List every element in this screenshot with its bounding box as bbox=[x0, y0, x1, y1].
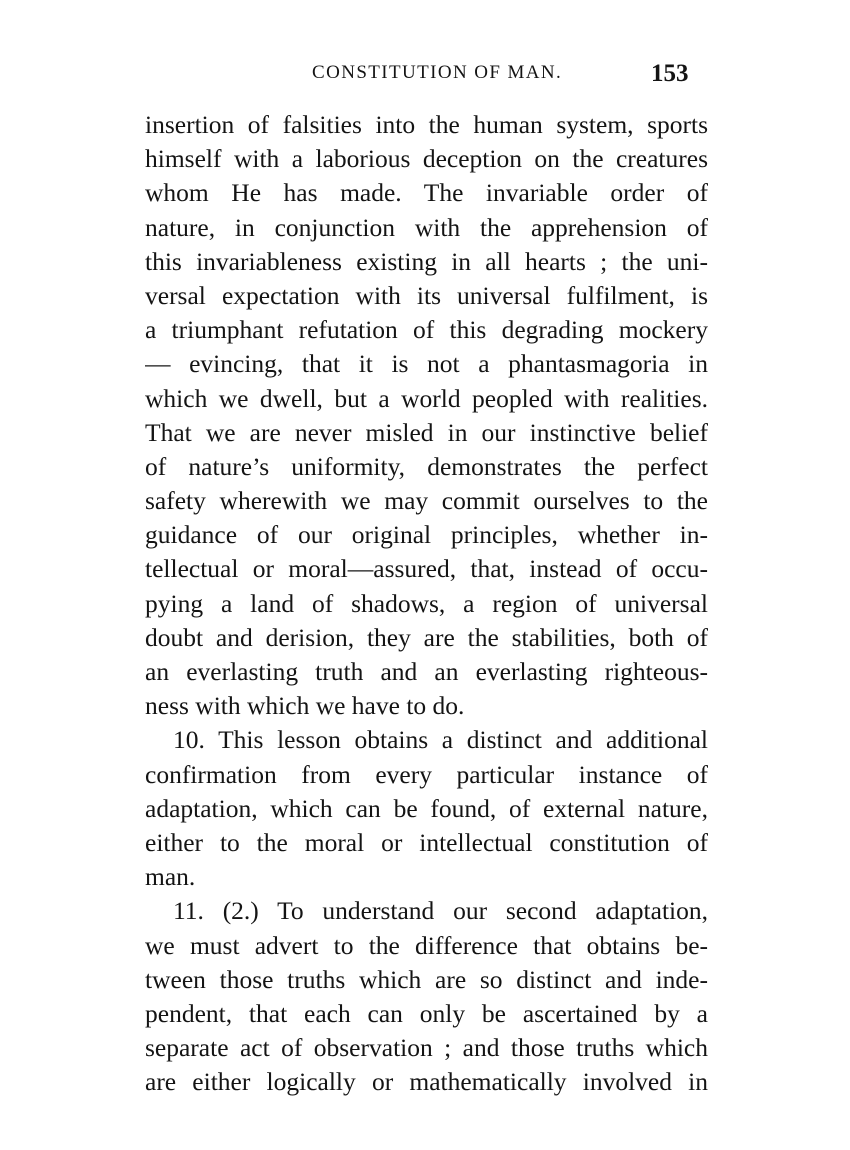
text-line: of nature’s uniformity, demonstrates the perfect bbox=[145, 451, 708, 481]
text-line: safety wherewith we may commit ourselves to the bbox=[145, 486, 708, 516]
paragraph-start-line: 10. This lesson obtains a distinct and additional bbox=[173, 725, 708, 755]
text-line: confirmation from every particular instance of bbox=[145, 759, 708, 789]
paragraph-end-line: man. bbox=[145, 862, 196, 892]
text-line: we must advert to the difference that obtains be- bbox=[145, 930, 708, 960]
text-line: whom He has made. The invariable order of bbox=[145, 178, 708, 208]
text-line: nature, in conjunction with the apprehension of bbox=[145, 212, 708, 242]
text-line: which we dwell, but a world peopled with realities. bbox=[145, 383, 708, 413]
text-line: guidance of our original principles, whether in- bbox=[145, 520, 708, 550]
body-text bbox=[145, 108, 708, 1099]
text-line: insertion of falsities into the human system, sports bbox=[145, 110, 708, 139]
text-line: tween those truths which are so distinct and inde- bbox=[145, 964, 708, 994]
paragraph-end-line: ness with which we have to do. bbox=[145, 691, 465, 721]
text-line: tellectual or moral—assured, that, instead of occu- bbox=[145, 554, 708, 584]
text-line: are either logically or mathematically involved in bbox=[145, 1067, 708, 1097]
text-line: this invariableness existing in all hearts ; the uni- bbox=[145, 246, 708, 276]
text-line: pying a land of shadows, a region of universal bbox=[145, 588, 708, 618]
text-line: doubt and derision, they are the stabilities, both of bbox=[145, 622, 708, 652]
text-line: — evincing, that it is not a phantasmagoria in bbox=[145, 349, 708, 379]
text-line: himself with a laborious deception on the creatures bbox=[145, 144, 708, 174]
text-line: separate act of observation ; and those truths which bbox=[145, 1033, 708, 1063]
running-title: CONSTITUTION OF MAN. bbox=[312, 62, 563, 83]
text-line: That we are never misled in our instinctive belief bbox=[145, 417, 708, 447]
text-line: adaptation, which can be found, of external nature, bbox=[145, 793, 708, 823]
running-head bbox=[0, 60, 850, 96]
text-line: an everlasting truth and an everlasting righteous- bbox=[145, 657, 708, 686]
text-line: pendent, that each can only be ascertained by a bbox=[145, 998, 708, 1028]
text-line: either to the moral or intellectual constitution of bbox=[145, 827, 708, 857]
page-number: 153 bbox=[651, 60, 689, 87]
paragraph-start-line: 11. (2.) To understand our second adaptation, bbox=[173, 896, 708, 926]
text-line: a triumphant refutation of this degrading mockery bbox=[145, 315, 708, 345]
text-line: versal expectation with its universal fulfilment, is bbox=[145, 280, 708, 310]
